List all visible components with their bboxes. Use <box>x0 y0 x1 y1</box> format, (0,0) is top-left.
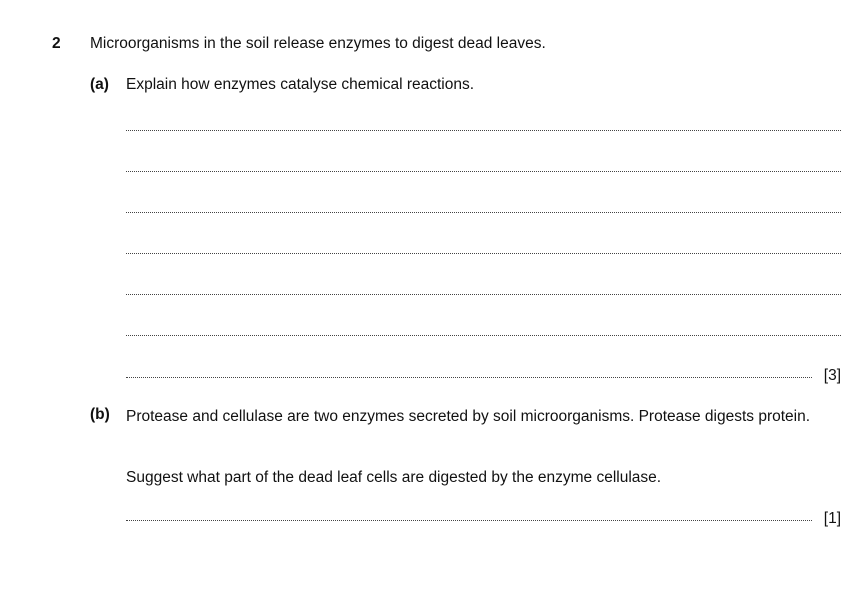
answer-line-b1[interactable] <box>126 520 812 521</box>
question-number: 2 <box>52 35 61 52</box>
part-a-label: (a) <box>90 76 109 93</box>
part-b-label: (b) <box>90 406 110 423</box>
part-b-intro: Protease and cellulase are two enzymes secreted by soil microorganisms. Protease digests protein. <box>126 408 811 425</box>
answer-line-a5[interactable] <box>126 294 841 295</box>
part-b-question: Suggest what part of the dead leaf cells are digested by the enzyme cellulase. <box>126 469 662 486</box>
answer-line-a4[interactable] <box>126 253 841 254</box>
marks-part-a: [3] <box>823 367 841 384</box>
marks-part-b: [1] <box>823 510 841 527</box>
answer-line-a3[interactable] <box>126 212 841 213</box>
part-a-question: Explain how enzymes catalyse chemical reactions. <box>126 76 475 93</box>
answer-line-a2[interactable] <box>126 171 841 172</box>
answer-line-a7[interactable] <box>126 377 812 378</box>
answer-line-a1[interactable] <box>126 130 841 131</box>
question-stem: Microorganisms in the soil release enzymes to digest dead leaves. <box>90 35 546 52</box>
answer-line-a6[interactable] <box>126 335 841 336</box>
